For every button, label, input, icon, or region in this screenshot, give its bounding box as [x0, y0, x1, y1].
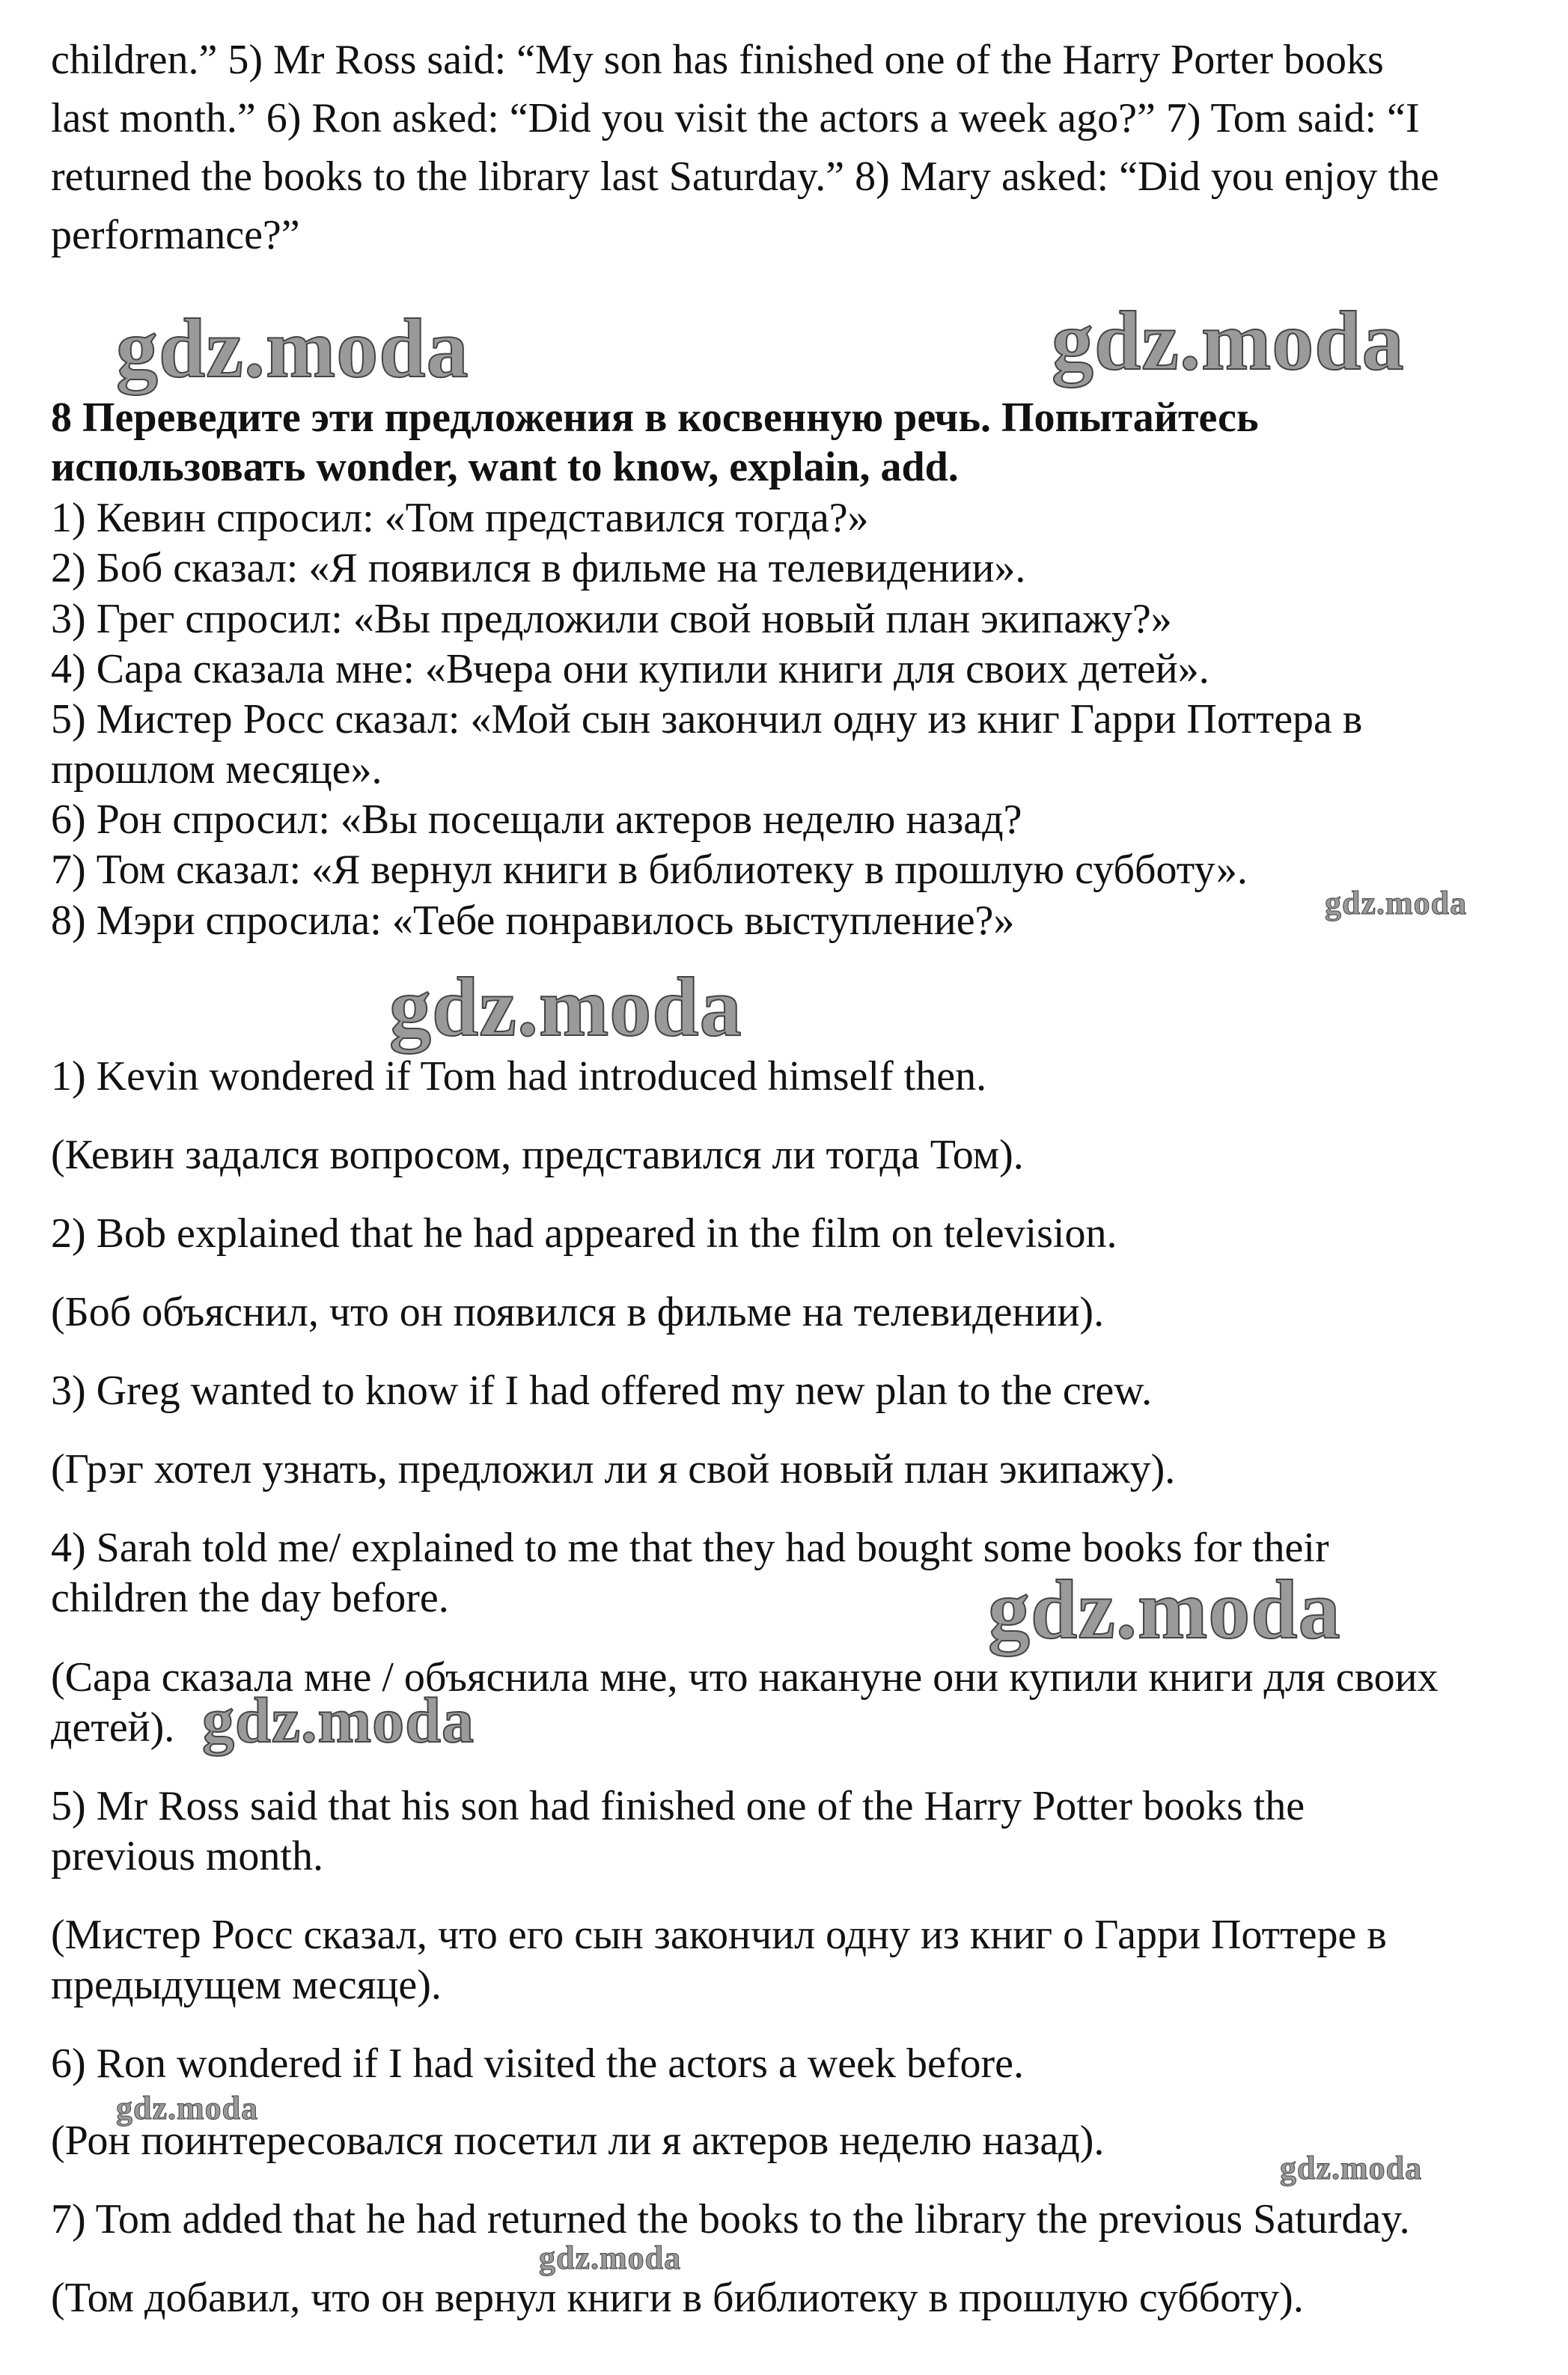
- answer-line: 2) Bob explained that he had appeared in the film on television.: [51, 1210, 1117, 1257]
- answer-line: (Сара сказала мне / объяснила мне, что накануне они купили книги для своих: [51, 1654, 1439, 1701]
- answer-line: (Мистер Росс сказал, что его сын закончил одну из книг о Гарри Поттере в: [51, 1912, 1387, 1958]
- answer-line: (Рон поинтересовался посетил ли я актеров неделю назад).: [51, 2118, 1105, 2164]
- task-heading: 8 Переведите эти предложения в косвенную речь. Попытайтесь: [51, 394, 1259, 441]
- watermark: gdz.moda: [1325, 885, 1468, 921]
- answer-line: 1) Kevin wondered if Tom had introduced himself then.: [51, 1053, 987, 1100]
- task-heading: использовать wonder, want to know, explain, add.: [51, 444, 959, 490]
- answer-line: детей).: [51, 1704, 175, 1751]
- watermark: gdz.moda: [988, 1564, 1341, 1656]
- task-item: 1) Кевин спросил: «Том представился тогда?»: [51, 495, 869, 541]
- intro-line: returned the books to the library last Saturday.” 8) Mary asked: “Did you enjoy the: [51, 153, 1439, 200]
- answer-line: предыдущем месяце).: [51, 1962, 442, 2008]
- task-item: 4) Сара сказала мне: «Вчера они купили книги для своих детей».: [51, 646, 1209, 692]
- answer-line: (Грэг хотел узнать, предложил ли я свой новый план экипажу).: [51, 1446, 1176, 1493]
- intro-line: children.” 5) Mr Ross said: “My son has finished one of the Harry Porter books: [51, 37, 1384, 83]
- task-item: 5) Мистер Росс сказал: «Мой сын закончил одну из книг Гарри Поттера в: [51, 696, 1363, 743]
- task-item: 8) Мэри спросила: «Тебе понравилось выступление?»: [51, 897, 1015, 944]
- task-item: 2) Боб сказал: «Я появился в фильме на телевидении».: [51, 545, 1026, 591]
- intro-line: last month.” 6) Ron asked: “Did you visit the actors a week ago?” 7) Tom said: “I: [51, 95, 1420, 141]
- task-item: 3) Грег спросил: «Вы предложили свой новый план экипажу?»: [51, 596, 1172, 642]
- watermark: gdz.moda: [202, 1684, 475, 1756]
- answer-line: 4) Sarah told me/ explained to me that they had bought some books for their: [51, 1525, 1329, 1571]
- answer-line: children the day before.: [51, 1575, 449, 1621]
- answer-line: 7) Tom added that he had returned the books to the library the previous Saturday.: [51, 2196, 1410, 2243]
- watermark: gdz.moda: [539, 2240, 682, 2276]
- task-item: 7) Том сказал: «Я вернул книги в библиотеку в прошлую субботу».: [51, 847, 1248, 893]
- watermark: gdz.moda: [116, 302, 469, 395]
- answer-line: 5) Mr Ross said that his son had finished one of the Harry Potter books the: [51, 1783, 1305, 1829]
- intro-line: performance?”: [51, 212, 300, 258]
- answer-line: 3) Greg wanted to know if I had offered my new plan to the crew.: [51, 1368, 1153, 1414]
- task-item: прошлом месяце».: [51, 746, 382, 793]
- answer-line: (Кевин задался вопросом, представился ли тогда Том).: [51, 1132, 1024, 1178]
- answer-line: (Том добавил, что он вернул книги в библиотеку в прошлую субботу).: [51, 2275, 1304, 2321]
- watermark: gdz.moda: [1052, 295, 1405, 388]
- task-item: 6) Рон спросил: «Вы посещали актеров неделю назад?: [51, 796, 1022, 843]
- watermark: gdz.moda: [389, 961, 742, 1054]
- answer-line: (Боб объяснил, что он появился в фильме на телевидении).: [51, 1289, 1105, 1335]
- answer-line: previous month.: [51, 1833, 323, 1879]
- watermark: gdz.moda: [1280, 2150, 1423, 2186]
- watermark: gdz.moda: [116, 2090, 259, 2126]
- answer-line: 6) Ron wondered if I had visited the actors a week before.: [51, 2040, 1024, 2087]
